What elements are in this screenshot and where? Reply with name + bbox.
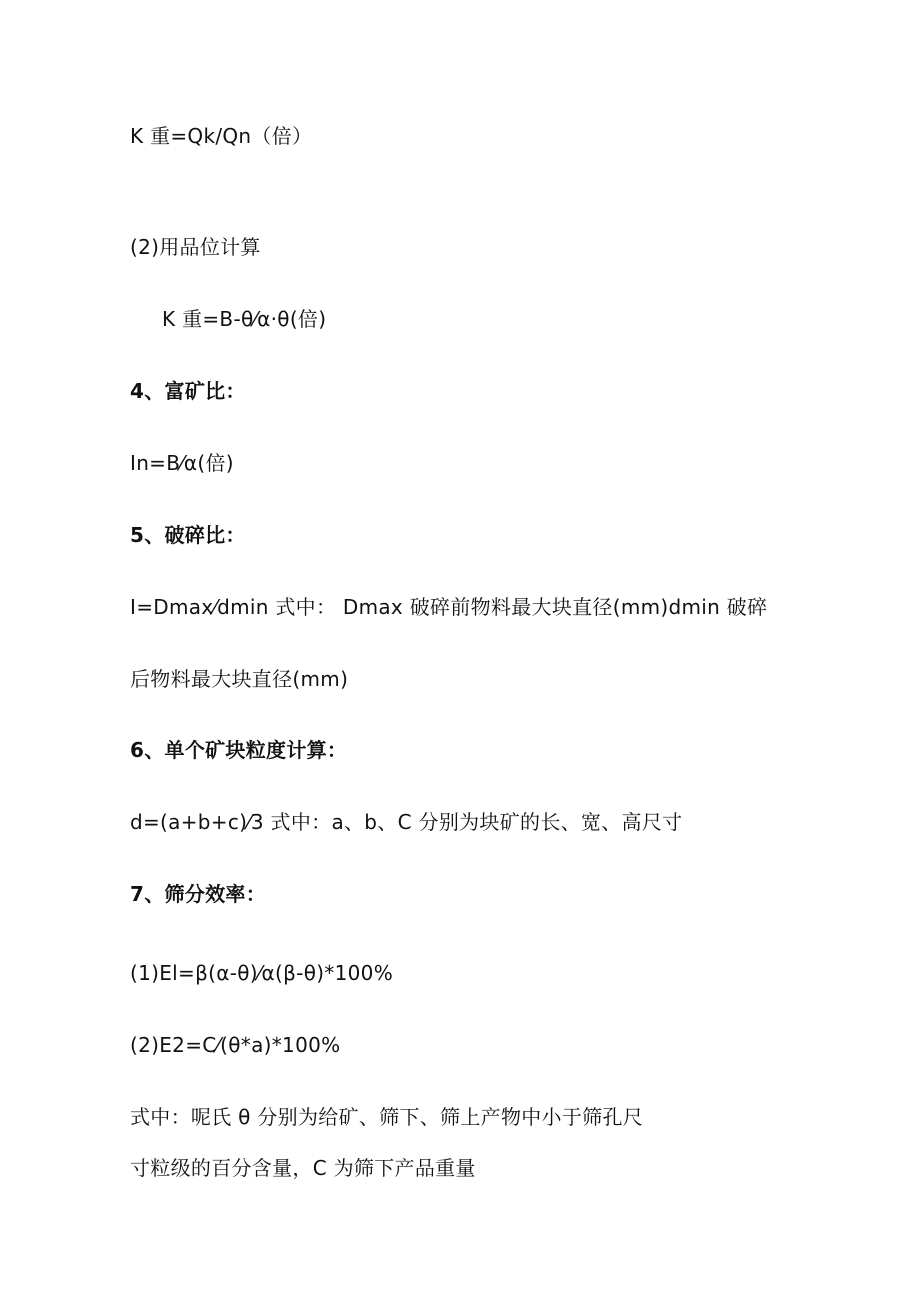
screening-efficiency-note: 式中：呢氏 θ 分别为给矿、筛下、筛上产物中小于筛孔尺: [130, 1105, 644, 1129]
formula-screening-efficiency-1: (1)El=β(α-θ)⁄α(β-θ)*100%: [130, 961, 394, 985]
formula-k-weight-grade: K 重=B-θ⁄α·θ(倍): [162, 307, 327, 331]
section-heading-enrichment-ratio: 4、富矿比：: [130, 379, 246, 403]
section-heading-screening-efficiency: 7、筛分效率：: [130, 882, 267, 906]
screening-efficiency-note-continued: 寸粒级的百分含量，C 为筛下产品重量: [130, 1156, 476, 1180]
subheading-grade-calculation: (2)用品位计算: [130, 235, 261, 259]
formula-enrichment-ratio: In=B⁄α(倍): [130, 451, 234, 475]
formula-screening-efficiency-2: (2)E2=C⁄(θ*a)*100%: [130, 1033, 341, 1057]
crushing-ratio-note-continued: 后物料最大块直径(mm): [130, 667, 349, 691]
section-heading-ore-size: 6、单个矿块粒度计算：: [130, 738, 348, 762]
formula-ore-size: d=(a+b+c)⁄3 式中：a、b、C 分别为块矿的长、宽、高尺寸: [130, 810, 683, 834]
formula-k-weight-ratio: K 重=Qk/Qn（倍）: [130, 124, 313, 148]
formula-crushing-ratio: I=Dmax⁄dmin 式中： Dmax 破碎前物料最大块直径(mm)dmin 破碎: [130, 595, 768, 619]
section-heading-crushing-ratio: 5、破碎比：: [130, 523, 246, 547]
